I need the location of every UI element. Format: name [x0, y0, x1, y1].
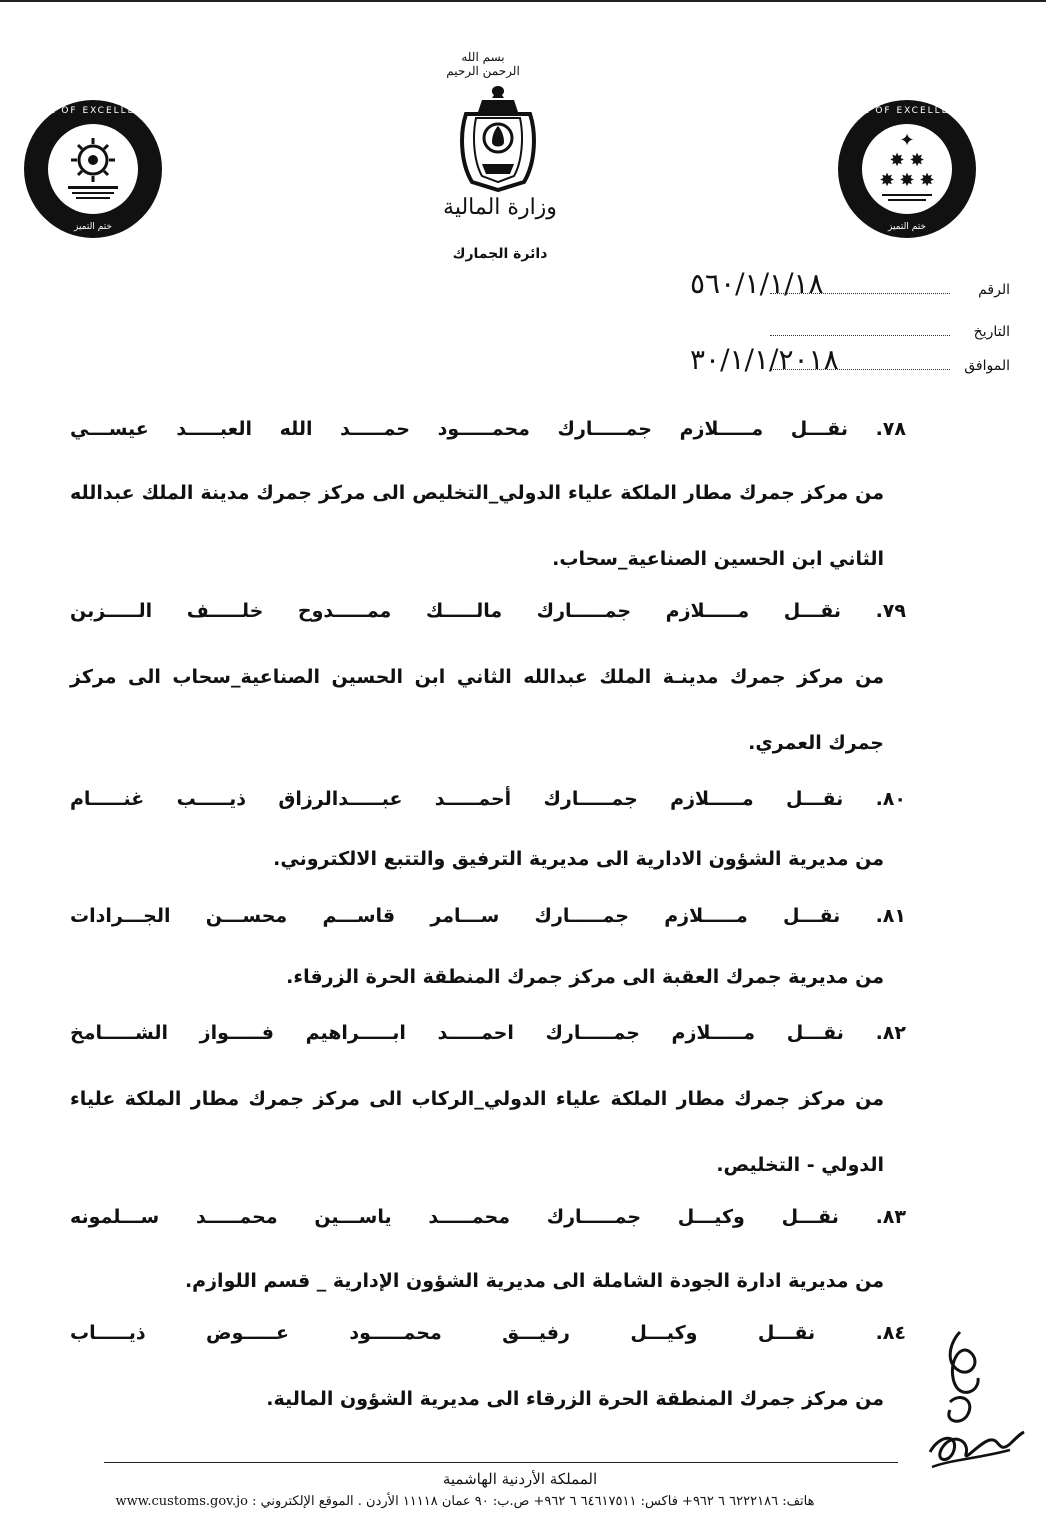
item-body: من مركز جمرك مدينـة الملك عبدالله الثاني ابن الحسين الصناعية_سحاب الى مركز جمرك العمري. [70, 666, 884, 754]
item-body: من مديرية الشؤون الادارية الى مديرية الترفيق والتتبع الالكتروني. [273, 848, 884, 870]
svg-text:✸: ✸ [899, 170, 915, 191]
item-heading: ٨٣. نقـــل وكيـــل جمـــــارك محمـــــد ياســـين محمـــــد ســـلمونه [70, 1206, 906, 1228]
item-heading: ٧٩. نقـــل مـــــلازم جمـــــارك مالـــــك ممـــــدوح خلـــــف الـــــزبن [70, 600, 906, 622]
ministry-name: وزارة المالية [443, 195, 557, 220]
item-body: من مركز جمرك مطار الملكة علياء الدولي_التخليص الى مركز جمرك مدينة الملك عبدالله الثاني ابن الحسين الصناعية_سحاب. [70, 482, 884, 570]
footer-contact: هاتف: ٦٢٢٢١٨٦ ٦ ٩٦٢+ فاكس: ٦٤٦١٧٥١١ ٦ ٩٦٢+ ص.ب: ٩٠ عمان ١١١١٨ الأردن . الموقع الإلكتروني : www.customs.gov.jo [115, 1494, 815, 1509]
footer-rule [104, 1462, 898, 1463]
coat-of-arms-icon [452, 82, 544, 192]
reference-number-row [680, 262, 1010, 302]
item-body: من مركز جمرك المنطقة الحرة الزرقاء الى مديرية الشؤون المالية. [266, 1388, 884, 1410]
reference-number-value: ٥٦٠/١/١/١٨ [690, 267, 824, 300]
department-name: دائرة الجمارك [452, 246, 548, 262]
item-heading: ٨٢. نقـــل مـــــلازم جمـــــارك احمـــــد ابـــــراهيم فـــــواز الشـــــامخ [70, 1022, 906, 1044]
reference-corresponding-row [680, 338, 1010, 378]
item-heading: ٨١. نقـــل مـــــلازم جمـــــارك ســـامر قاســـم محســـن الجـــرادات [70, 905, 906, 927]
item-heading: ٨٠. نقـــل مـــــلازم جمـــــارك أحمـــــد عبـــــدالرزاق ذيـــــب غنـــــام [70, 788, 906, 810]
svg-text:✸: ✸ [919, 170, 935, 191]
seal-right-center [862, 124, 952, 214]
svg-text:✸: ✸ [879, 170, 895, 191]
seal-left-bottom-text: ختم التميز [74, 222, 112, 232]
reference-date-dots [770, 335, 950, 336]
seal-right-ring-text: SEAL OF EXCELLENCE [839, 106, 975, 116]
top-rule [0, 0, 1046, 2]
item-body: من مديرية جمرك العقبة الى مركز جمرك المنطقة الحرة الزرقاء. [286, 966, 884, 988]
seal-left-center [48, 124, 138, 214]
item-heading: ٧٨. نقـــل مـــــلازم جمـــــارك محمـــــود حمـــــد الله العبـــــد عيســـي [70, 418, 906, 440]
item-body: من مديرية ادارة الجودة الشاملة الى مديرية الشؤون الإدارية _ قسم اللوازم. [184, 1270, 884, 1292]
basmala: بسم الله الرحمن الرحيم [446, 50, 520, 78]
item-heading: ٨٤. نقـــل وكيـــل رفيـــق محمـــــود عـــــوض ذيـــــاب [70, 1322, 906, 1344]
svg-text:✦: ✦ [899, 130, 915, 151]
svg-text:✸: ✸ [889, 150, 905, 171]
footer-country: المملكة الأردنية الهاشمية [442, 1470, 598, 1488]
seal-right-bottom-text: ختم التميز [888, 222, 926, 232]
reference-corresponding-value: ٣٠/١/١/٢٠١٨ [690, 343, 839, 376]
handwritten-signature-icon [920, 1322, 1030, 1482]
item-body: من مركز جمرك مطار الملكة علياء الدولي_الركاب الى مركز جمرك مطار الملكة علياء الدولي - التخليص. [70, 1088, 884, 1176]
reference-corresponding-label: الموافق [964, 358, 1010, 374]
innovation-emblem-icon [48, 124, 138, 214]
seal-of-excellence-right [838, 100, 976, 238]
seal-left-ring-text: SEAL OF EXCELLENCE [25, 106, 161, 116]
reference-date-label: التاريخ [973, 324, 1010, 340]
reference-number-label: الرقم [978, 282, 1010, 298]
svg-text:✸: ✸ [909, 150, 925, 171]
seal-of-excellence-left [24, 100, 162, 238]
stars-emblem-icon [862, 124, 952, 214]
